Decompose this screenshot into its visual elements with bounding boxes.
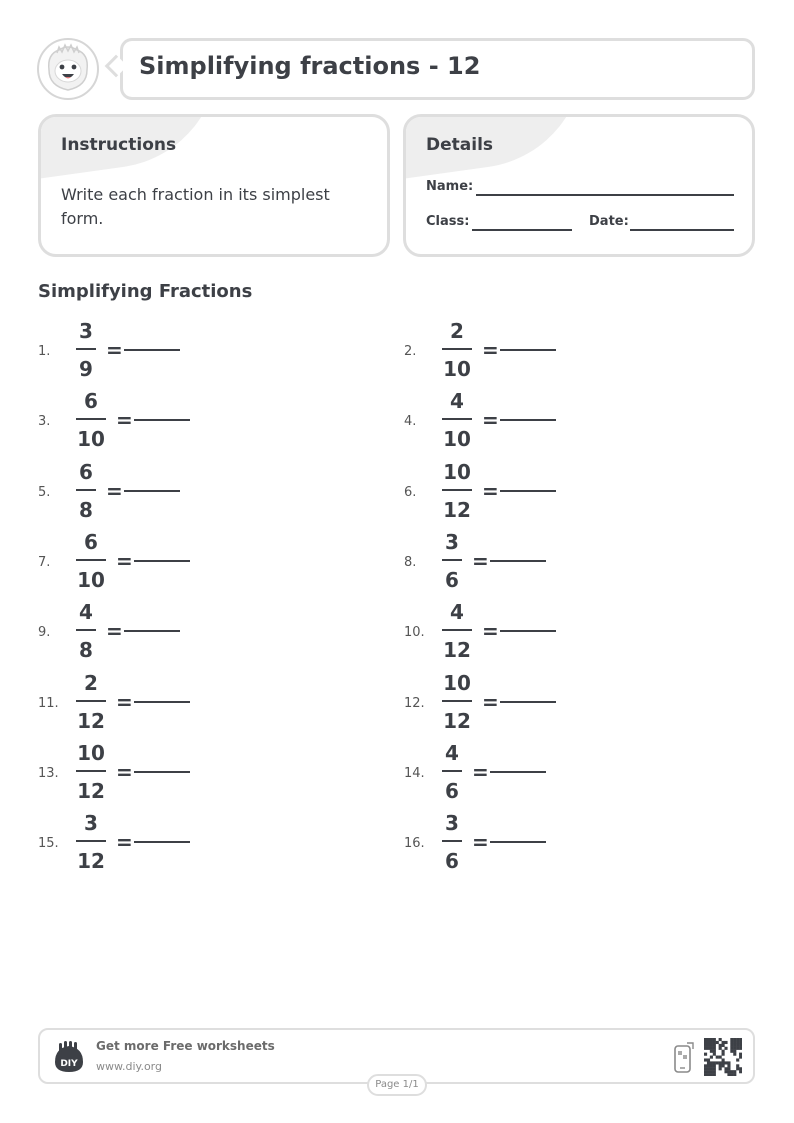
fraction — [76, 318, 96, 382]
mascot-icon — [37, 38, 99, 100]
question-number: 11. — [38, 695, 59, 711]
answer-blank[interactable] — [500, 349, 556, 351]
question-number: 14. — [404, 765, 425, 781]
fraction-numerator: 4 — [79, 600, 93, 625]
footer-promo[interactable]: Get more Free worksheets — [96, 1039, 275, 1053]
instructions-panel — [38, 114, 390, 257]
fraction-bar — [442, 559, 462, 561]
fraction-bar — [442, 629, 472, 631]
section-title: Simplifying Fractions — [38, 281, 253, 302]
equals-sign: = — [116, 548, 133, 573]
fraction-denominator: 12 — [77, 778, 105, 803]
answer-blank[interactable] — [134, 701, 190, 703]
equals-sign: = — [482, 338, 499, 362]
question-number: 5. — [38, 484, 51, 500]
question-number: 10. — [404, 625, 425, 641]
name-field[interactable] — [476, 194, 734, 196]
question-number: 12. — [404, 695, 425, 711]
fraction-numerator: 6 — [84, 389, 98, 414]
question-number: 9. — [38, 625, 51, 641]
fraction-numerator: 2 — [450, 319, 464, 343]
question-number: 8. — [404, 554, 417, 570]
fraction — [442, 529, 462, 593]
fraction — [76, 388, 106, 452]
fraction — [76, 529, 106, 593]
question-number: 15. — [38, 836, 59, 852]
fraction — [76, 599, 96, 663]
equals-sign: = — [482, 408, 499, 433]
equals-sign: = — [106, 338, 123, 362]
fraction-bar — [76, 559, 106, 561]
fraction-denominator: 6 — [445, 778, 459, 803]
answer-blank[interactable] — [134, 560, 190, 562]
fraction — [76, 740, 106, 804]
answer-blank[interactable] — [124, 490, 180, 492]
fraction — [442, 459, 472, 523]
page-title: Simplifying fractions - 12 — [139, 52, 481, 80]
footer-url[interactable]: www.diy.org — [96, 1060, 162, 1073]
fraction-denominator: 10 — [77, 427, 105, 452]
equals-sign: = — [482, 689, 499, 714]
fraction-numerator: 3 — [445, 529, 459, 554]
instructions-heading: Instructions — [61, 135, 177, 155]
date-label: Date: — [589, 214, 629, 229]
fraction-numerator: 10 — [443, 459, 471, 484]
fraction-bar — [76, 348, 96, 350]
fraction-bar — [76, 840, 106, 842]
equals-sign: = — [482, 478, 499, 503]
answer-blank[interactable] — [490, 560, 546, 562]
fraction — [442, 599, 472, 663]
fraction-denominator: 12 — [443, 638, 471, 663]
question-number: 2. — [404, 344, 417, 359]
fraction-denominator: 10 — [443, 357, 471, 381]
fraction-denominator: 8 — [79, 497, 93, 522]
equals-sign: = — [472, 548, 489, 573]
fraction-numerator: 4 — [445, 740, 459, 765]
answer-blank[interactable] — [500, 419, 556, 421]
answer-blank[interactable] — [134, 771, 190, 773]
fraction-bar — [442, 418, 472, 420]
equals-sign: = — [116, 759, 133, 784]
instructions-text: Write each fraction in its simplest form. — [61, 185, 330, 228]
answer-blank[interactable] — [124, 630, 180, 632]
question-number: 3. — [38, 414, 51, 430]
fraction-denominator: 6 — [445, 849, 459, 874]
fraction-numerator: 4 — [450, 600, 464, 625]
equals-sign: = — [116, 408, 133, 433]
equals-sign: = — [116, 830, 133, 855]
fraction-numerator: 10 — [77, 740, 105, 765]
fraction-bar — [442, 700, 472, 702]
fraction-denominator: 12 — [443, 497, 471, 522]
fraction — [442, 740, 462, 804]
class-field[interactable] — [472, 229, 572, 231]
answer-blank[interactable] — [490, 771, 546, 773]
fraction-bar — [76, 629, 96, 631]
fraction-denominator: 6 — [445, 567, 459, 592]
fraction-numerator: 10 — [443, 670, 471, 695]
fraction-bar — [442, 348, 472, 350]
fraction-denominator: 12 — [443, 708, 471, 733]
details-heading: Details — [426, 135, 494, 155]
fraction-numerator: 3 — [445, 811, 459, 836]
answer-blank[interactable] — [500, 630, 556, 632]
fraction-bar — [442, 840, 462, 842]
fraction-bar — [76, 700, 106, 702]
fraction — [442, 670, 472, 734]
fraction-bar — [442, 770, 462, 772]
page-indicator: Page 1/1 — [367, 1074, 427, 1096]
equals-sign: = — [106, 619, 123, 644]
answer-blank[interactable] — [134, 841, 190, 843]
fraction-denominator: 12 — [77, 708, 105, 733]
fraction-bar — [76, 418, 106, 420]
equals-sign: = — [482, 619, 499, 644]
fraction-denominator: 9 — [79, 357, 93, 381]
date-field[interactable] — [630, 229, 734, 231]
fraction-numerator: 3 — [84, 811, 98, 836]
fraction-denominator: 12 — [77, 849, 105, 874]
fraction-numerator: 6 — [84, 529, 98, 554]
fraction — [76, 670, 106, 734]
question-number: 16. — [404, 836, 425, 852]
phone-scan-icon — [672, 1040, 696, 1078]
question-number: 1. — [38, 344, 51, 359]
fraction-numerator: 2 — [84, 670, 98, 695]
fraction — [442, 388, 472, 452]
class-label: Class: — [426, 214, 470, 229]
question-number: 7. — [38, 554, 51, 570]
equals-sign: = — [472, 759, 489, 784]
fraction-denominator: 8 — [79, 638, 93, 663]
equals-sign: = — [106, 478, 123, 503]
question-number: 6. — [404, 484, 417, 500]
fraction-numerator: 4 — [450, 389, 464, 414]
fraction-denominator: 10 — [77, 567, 105, 592]
logo-text: DIY — [60, 1059, 78, 1069]
equals-sign: = — [472, 830, 489, 855]
qr-code-icon[interactable] — [704, 1038, 742, 1080]
answer-blank[interactable] — [134, 419, 190, 421]
fraction — [76, 459, 96, 523]
answer-blank[interactable] — [490, 841, 546, 843]
name-label: Name: — [426, 179, 474, 194]
question-number: 13. — [38, 765, 59, 781]
question-number: 4. — [404, 414, 417, 430]
fraction-numerator: 3 — [79, 319, 93, 343]
answer-blank[interactable] — [124, 349, 180, 351]
fraction-numerator: 6 — [79, 459, 93, 484]
fraction-bar — [442, 489, 472, 491]
fraction — [76, 810, 106, 874]
fraction-denominator: 10 — [443, 427, 471, 452]
fraction-bar — [76, 770, 106, 772]
diy-logo-icon[interactable] — [52, 1040, 86, 1074]
answer-blank[interactable] — [500, 701, 556, 703]
answer-blank[interactable] — [500, 490, 556, 492]
fraction — [442, 318, 472, 382]
fraction-bar — [76, 489, 96, 491]
fraction — [442, 810, 462, 874]
equals-sign: = — [116, 689, 133, 714]
details-panel — [403, 114, 755, 257]
